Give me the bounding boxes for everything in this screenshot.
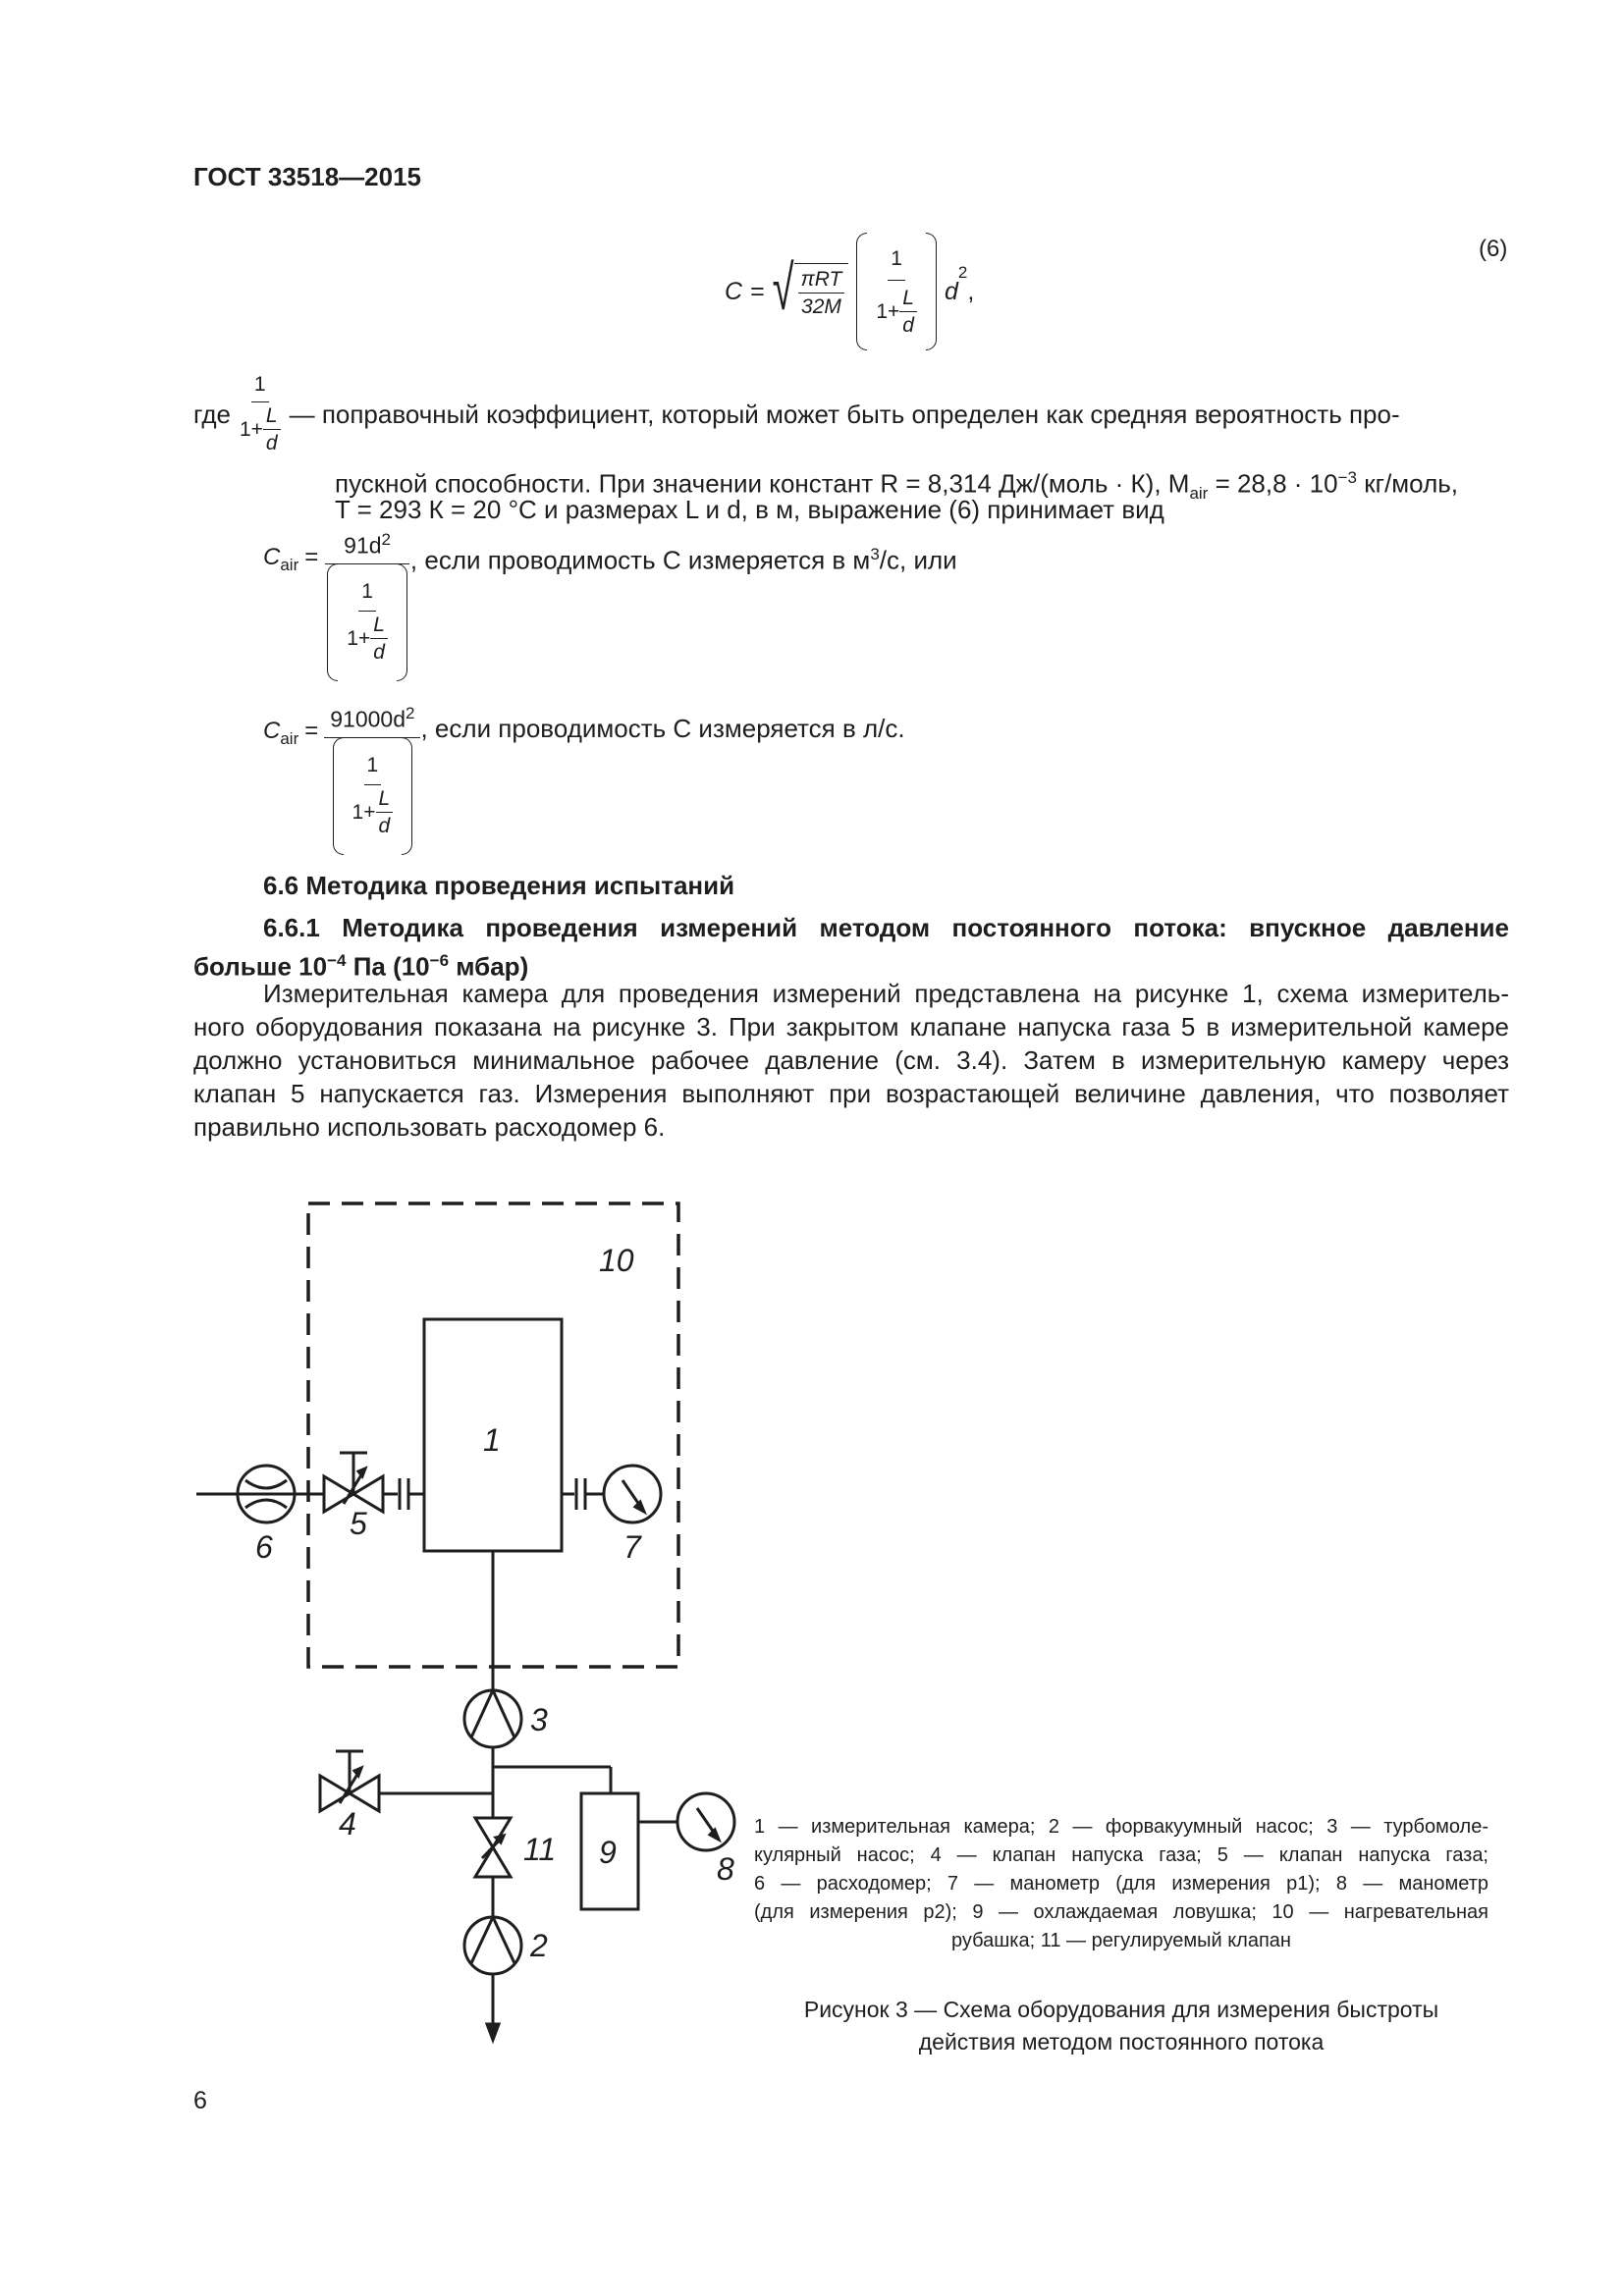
label-6: 6 <box>255 1529 273 1565</box>
legend-line: (для измерения p2); 9 — охлаждаемая ловушка; 10 — нагревательная <box>754 1901 1488 1923</box>
paragraph-line: клапан 5 напускается газ. Измерения выполняют при возрастающей величине давления, что позволяет <box>193 1079 1509 1108</box>
inlet-valve-5-icon <box>324 1453 383 1512</box>
label-2: 2 <box>530 1928 548 1963</box>
section-title: 6.6 Методика проведения испытаний <box>263 871 735 900</box>
regulating-valve-icon <box>475 1818 511 1877</box>
formula-air-m3: $C_{air}$ = $91d^2$ 1 1+ $\frac{L}{d}$ , если проводимость C измеряется в $м^3/с$, или <box>263 526 957 688</box>
correction-fraction: 1 1+ $\frac{L}{d}$ <box>237 371 284 456</box>
label-7: 7 <box>623 1529 641 1565</box>
formula-air-l: $C_{air}$ = $91000d^2$ 1 1+ $\frac{L}{d}$ , если проводимость C измеряется в л/с. <box>263 700 905 862</box>
label-5: 5 <box>350 1506 367 1541</box>
legend-line: 1 — измерительная камера; 2 — форвакуумный насос; 3 — турбомоле- <box>754 1816 1488 1838</box>
formula-d: d <box>944 277 958 305</box>
paragraph-line: должно установиться минимальное рабочее давление (см. 3.4). Затем в измерительную камеру через <box>193 1045 1509 1075</box>
paragraph-line: Измерительная камера для проведения измерений представлена на рисунке 1, схема измеритель- <box>263 979 1509 1008</box>
subsection-title-line-1: 6.6.1 Методика проведения измерений методом постоянного потока: впускное давление <box>263 913 1509 942</box>
sqrt-symbol: √ <box>772 253 794 324</box>
where-line-2: пускной способности. При значении констант R = 8,314 Дж/(моль · К), $M_{air} = 28,8 \cdot 10^{-3}$ кг/моль, <box>335 468 1459 503</box>
label-4: 4 <box>339 1806 356 1842</box>
legend-line: кулярный насос; 4 — клапан напуска газа; 5 — клапан напуска газа; <box>754 1844 1488 1866</box>
where-line: где 1 1+ $\frac{L}{d}$ — поправочный коэффициент, который может быть определен как средняя вероятность про- <box>193 373 1400 454</box>
paren-term: 1 1+ $\frac{L}{d}$ <box>856 234 937 349</box>
flowmeter-icon <box>238 1466 295 1522</box>
label-9: 9 <box>599 1835 617 1870</box>
figure-legend <box>754 1813 1488 1955</box>
legend-line: рубашка; 11 — регулируемый клапан <box>951 1930 1291 1951</box>
legend-line: 6 — расходомер; 7 — манометр (для измерения p1); 8 — манометр <box>754 1873 1488 1895</box>
formula-number: (6) <box>1479 236 1508 262</box>
roughing-pump-icon <box>464 1917 521 1974</box>
formula-eq: = <box>750 277 765 305</box>
manometer-7-icon <box>604 1466 661 1522</box>
figure-caption: Рисунок 3 — Схема оборудования для измерения быстроты действия методом постоянного потока <box>803 1997 1439 2055</box>
manometer-8-icon <box>677 1793 734 1850</box>
label-3: 3 <box>530 1702 548 1737</box>
label-10: 10 <box>599 1243 634 1278</box>
document-header: ГОСТ 33518—2015 <box>193 162 421 191</box>
formula-c: C <box>725 277 743 305</box>
subsection-title-line-2: больше $10^{-4}$ Па ($10^{-6}$ мбар) <box>193 951 529 982</box>
label-1: 1 <box>483 1422 501 1458</box>
frac-den: 32M <box>801 295 841 318</box>
where-line-3: T = 293 К = 20 °С и размерах L и d, в м, выражение (6) принимает вид <box>335 495 1164 524</box>
label-8: 8 <box>717 1851 734 1887</box>
paragraph-line: ного оборудования показана на рисунке 3. При закрытом клапане напуска газа 5 в измерительной камере <box>193 1012 1509 1041</box>
paragraph-line: правильно использовать расходомер 6. <box>193 1112 666 1142</box>
frac-num: πRT <box>798 266 845 294</box>
label-11: 11 <box>523 1832 557 1867</box>
formula-6: C = √ $\frac{\text{πRT}}{32M}$ 1 1+ $\frac{L}{d}$ d $^2$ , <box>725 228 974 355</box>
inlet-valve-4-icon <box>320 1751 379 1811</box>
turbomolecular-pump-icon <box>464 1690 521 1747</box>
frac-num: 1 <box>888 245 905 281</box>
page-number: 6 <box>193 2087 207 2114</box>
